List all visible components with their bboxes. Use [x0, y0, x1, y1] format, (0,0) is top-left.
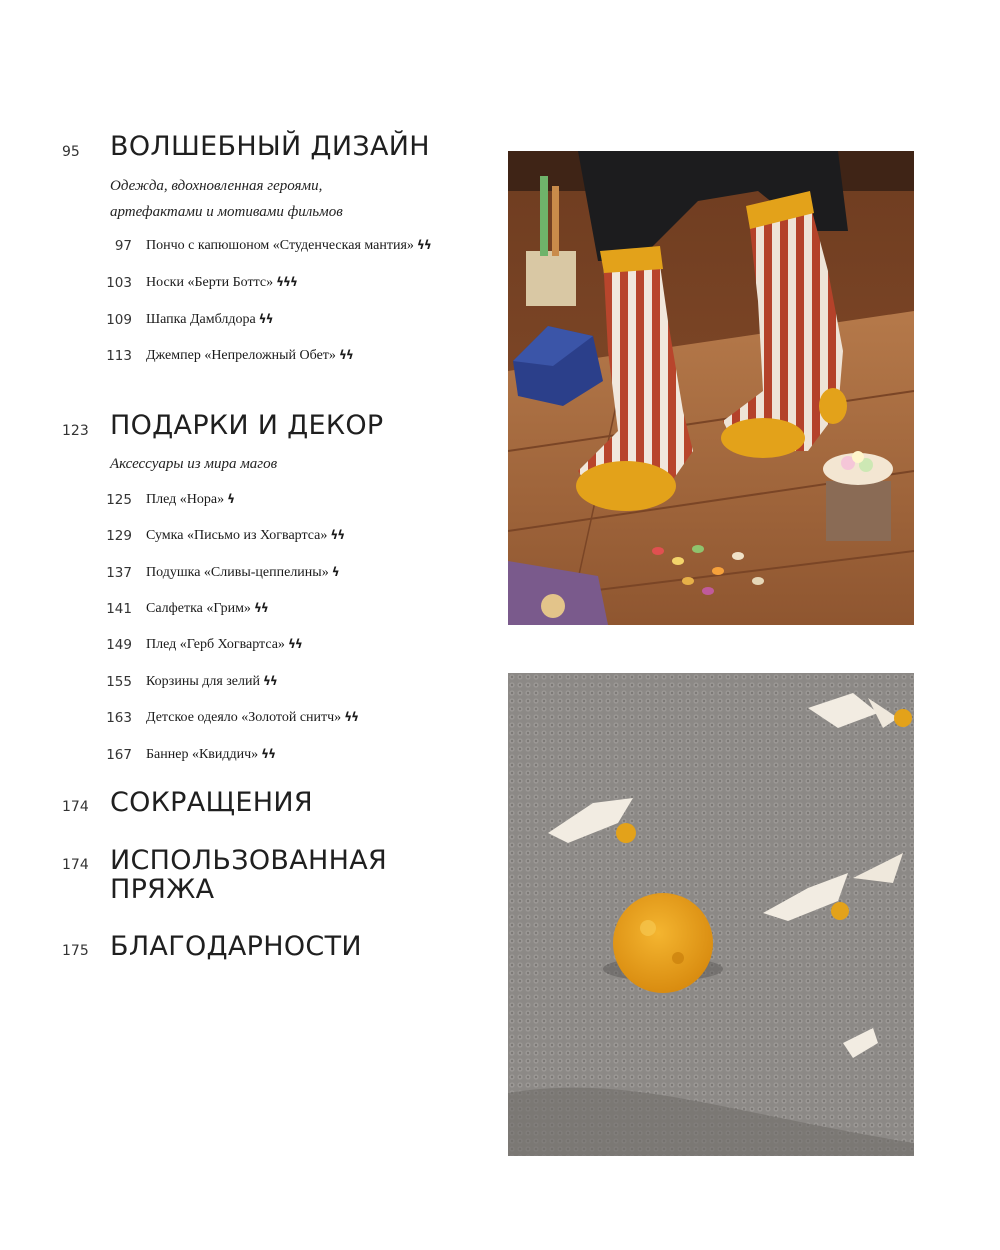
toc-entry[interactable]	[0, 747, 480, 767]
entry-page-number: 137	[106, 565, 132, 581]
toc-entry[interactable]	[0, 275, 480, 295]
entry-title: Корзины для зелий	[146, 674, 260, 689]
difficulty-bolts-icon: ϟ	[227, 492, 234, 506]
difficulty-bolts-icon: ϟϟ	[416, 238, 431, 252]
toc-entry[interactable]	[0, 674, 480, 694]
difficulty-bolts-icon: ϟϟ	[330, 528, 345, 542]
entry-title: Пончо с капюшоном «Студенческая мантия»	[146, 238, 414, 253]
socks-photo	[508, 151, 914, 625]
section-subtitle	[110, 451, 440, 477]
entry-page-number: 103	[106, 275, 132, 291]
entry-title: Носки «Берти Боттс»	[146, 275, 274, 290]
entry-page-number: 125	[106, 492, 132, 508]
entry-page-number: 109	[106, 312, 132, 328]
section-title-line: ИСПОЛЬЗОВАННАЯ	[110, 845, 388, 876]
entry-title: Джемпер «Непреложный Обет»	[146, 348, 336, 363]
toc-entry[interactable]	[0, 348, 480, 368]
section-title: ПОДАРКИ И ДЕКОР	[110, 410, 384, 441]
section-subtitle-line: Одежда, вдохновленная героями,	[110, 178, 323, 194]
toc-entry[interactable]	[0, 565, 480, 585]
entry-title: Баннер «Квиддич»	[146, 747, 259, 762]
difficulty-bolts-icon: ϟϟ	[338, 348, 353, 362]
entry-page-number: 141	[106, 601, 132, 617]
entry-page-number: 97	[114, 238, 132, 254]
difficulty-bolts-icon: ϟϟ	[263, 674, 277, 688]
section-subtitle	[110, 173, 440, 225]
toc-entry[interactable]	[0, 492, 480, 512]
section-subtitle-line: артефактами и мотивами фильмов	[110, 204, 343, 220]
difficulty-bolts-icon: ϟϟ	[287, 637, 302, 651]
entry-title: Салфетка «Грим»	[146, 601, 251, 616]
toc-entry[interactable]	[0, 601, 480, 621]
toc-entry[interactable]	[0, 238, 480, 258]
entry-page-number: 149	[106, 637, 132, 653]
section-page-number: 174	[62, 857, 89, 873]
toc-entry[interactable]	[0, 710, 480, 730]
difficulty-bolts-icon: ϟϟ	[261, 747, 276, 761]
entry-title: Шапка Дамблдора	[146, 312, 256, 327]
section-title: СОКРАЩЕНИЯ	[110, 787, 313, 818]
section-page-number: 174	[62, 799, 89, 815]
section-title	[110, 846, 440, 904]
section-page-number: 95	[62, 144, 80, 160]
section-subtitle-line: Аксессуары из мира магов	[110, 456, 278, 472]
toc-entry[interactable]	[0, 312, 480, 332]
difficulty-bolts-icon: ϟϟ	[258, 312, 273, 326]
entry-title: Детское одеяло «Золотой снитч»	[146, 710, 342, 725]
entry-page-number: 155	[106, 674, 132, 690]
entry-page-number: 167	[106, 747, 132, 763]
section-title: БЛАГОДАРНОСТИ	[110, 931, 362, 962]
section-page-number: 123	[62, 423, 89, 439]
entry-page-number: 129	[106, 528, 132, 544]
entry-title: Плед «Герб Хогвартса»	[146, 637, 285, 652]
difficulty-bolts-icon: ϟϟ	[253, 601, 268, 615]
entry-page-number: 163	[106, 710, 132, 726]
section-title: ВОЛШЕБНЫЙ ДИЗАЙН	[110, 131, 430, 162]
toc-entry[interactable]	[0, 637, 480, 657]
difficulty-bolts-icon: ϟϟ	[344, 710, 359, 724]
difficulty-bolts-icon: ϟϟϟ	[276, 275, 297, 289]
entry-page-number: 113	[106, 348, 132, 364]
section-title-line: ПРЯЖА	[110, 874, 215, 905]
snitch-blanket-photo	[508, 673, 914, 1156]
difficulty-bolts-icon: ϟ	[331, 565, 339, 579]
toc-entry[interactable]	[0, 528, 480, 548]
entry-title: Сумка «Письмо из Хогвартса»	[146, 528, 328, 543]
section-page-number: 175	[62, 943, 89, 959]
entry-title: Плед «Нора»	[146, 492, 225, 507]
entry-title: Подушка «Сливы-цеппелины»	[146, 565, 329, 580]
